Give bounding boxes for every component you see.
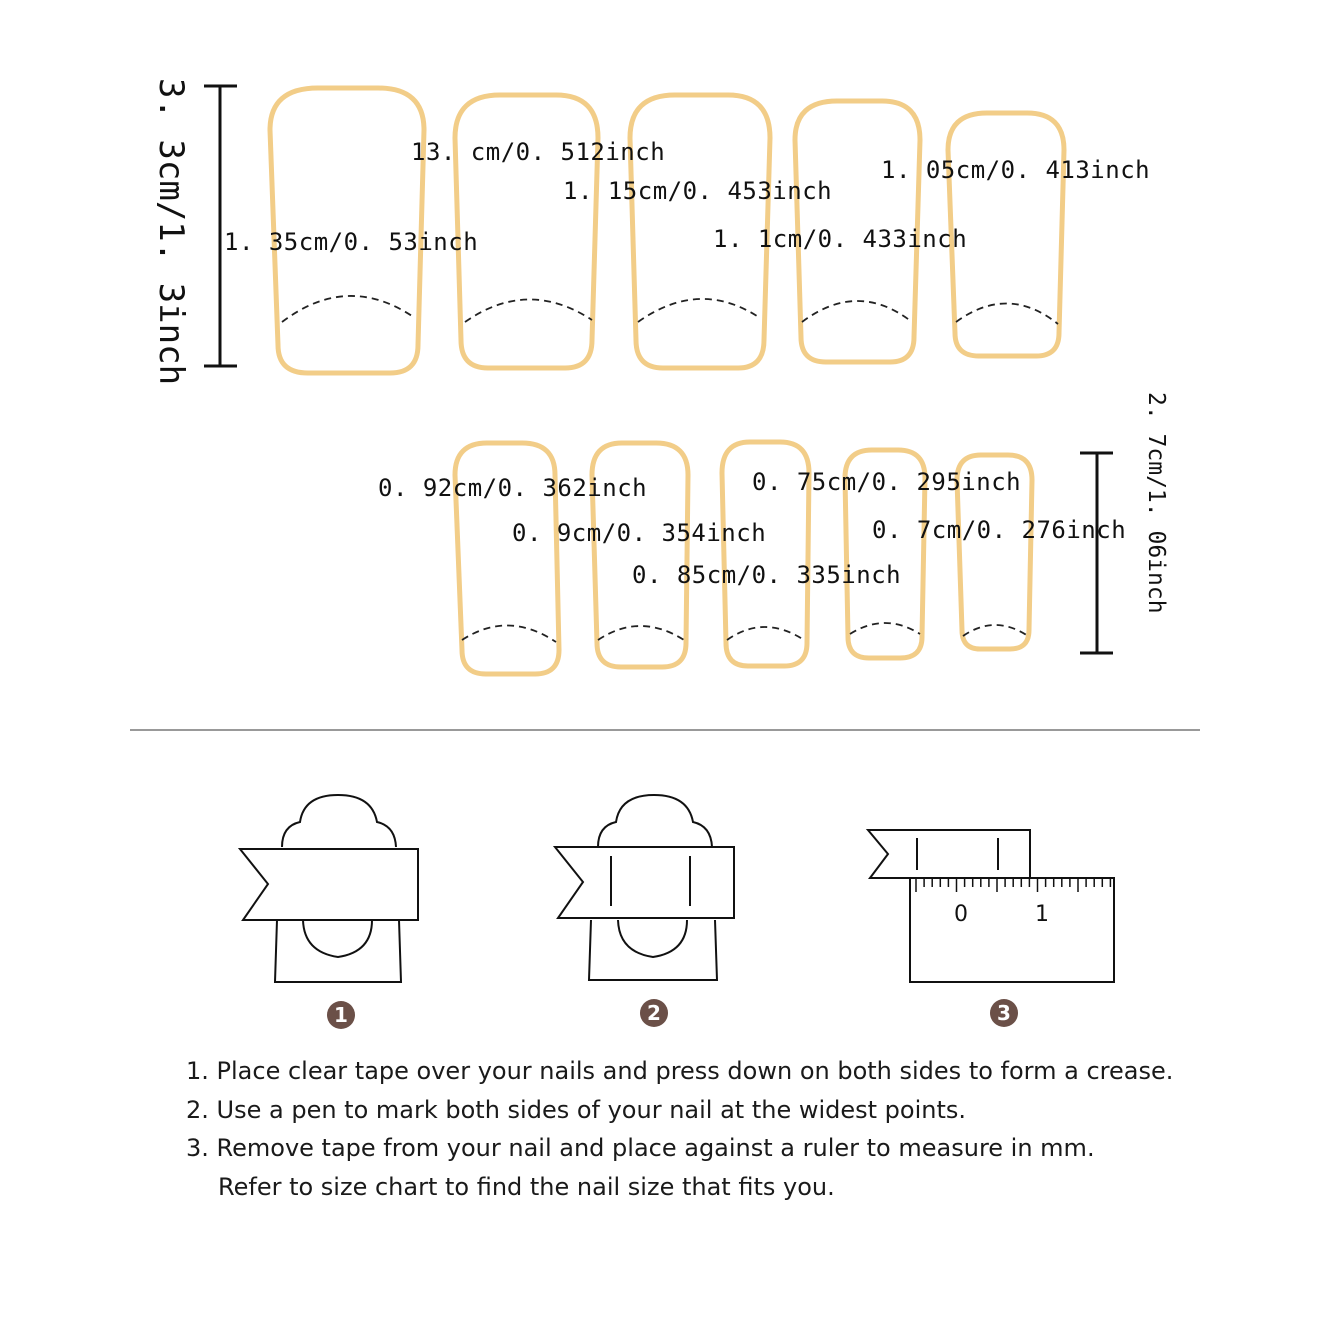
step-2-illustration bbox=[555, 795, 734, 980]
ruler-label-0: 0 bbox=[954, 902, 968, 927]
step-3-illustration bbox=[868, 830, 1114, 982]
small-width-label-5: 0. 7cm/0. 276inch bbox=[872, 516, 1127, 544]
instruction-line-3: 3. Remove tape from your nail and place against a ruler to measure in mm. bbox=[186, 1134, 1095, 1162]
ruler-ticks bbox=[916, 878, 1110, 892]
large-width-label-5: 1. 05cm/0. 413inch bbox=[881, 156, 1151, 184]
large-width-label-4: 1. 1cm/0. 433inch bbox=[713, 225, 968, 253]
step-2-badge bbox=[640, 999, 668, 1027]
svg-text:1: 1 bbox=[334, 1003, 348, 1027]
large-height-label: 3. 3cm/1. 3inch bbox=[151, 78, 191, 386]
large-width-label-2: 13. cm/0. 512inch bbox=[411, 138, 666, 166]
small-height-label: 2. 7cm/1. 06inch bbox=[1143, 392, 1169, 614]
small-width-label-2: 0. 9cm/0. 354inch bbox=[512, 519, 767, 547]
ruler bbox=[910, 878, 1114, 982]
instructions bbox=[186, 1052, 1306, 1206]
step-1-badge bbox=[327, 1001, 355, 1029]
svg-text:2: 2 bbox=[647, 1001, 661, 1025]
svg-text:3: 3 bbox=[997, 1001, 1011, 1025]
instruction-line-4: Refer to size chart to find the nail size that fits you. bbox=[218, 1172, 835, 1201]
large-width-label-1: 1. 35cm/0. 53inch bbox=[224, 228, 479, 256]
small-height-bar bbox=[1080, 453, 1113, 653]
small-width-label-4: 0. 75cm/0. 295inch bbox=[752, 468, 1022, 496]
instruction-line-1: 1. Place clear tape over your nails and press down on both sides to form a crease. bbox=[186, 1057, 1174, 1085]
small-width-label-3: 0. 85cm/0. 335inch bbox=[632, 561, 902, 589]
ruler-label-1: 1 bbox=[1035, 902, 1049, 927]
instruction-line-2: 2. Use a pen to mark both sides of your nail at the widest points. bbox=[186, 1095, 967, 1124]
tape-strip bbox=[868, 830, 1030, 878]
small-width-label-1: 0. 92cm/0. 362inch bbox=[378, 474, 648, 502]
large-height-bar bbox=[204, 86, 237, 366]
step-3-badge bbox=[990, 999, 1018, 1027]
large-width-label-3: 1. 15cm/0. 453inch bbox=[563, 177, 833, 205]
step-1-illustration bbox=[240, 795, 418, 982]
